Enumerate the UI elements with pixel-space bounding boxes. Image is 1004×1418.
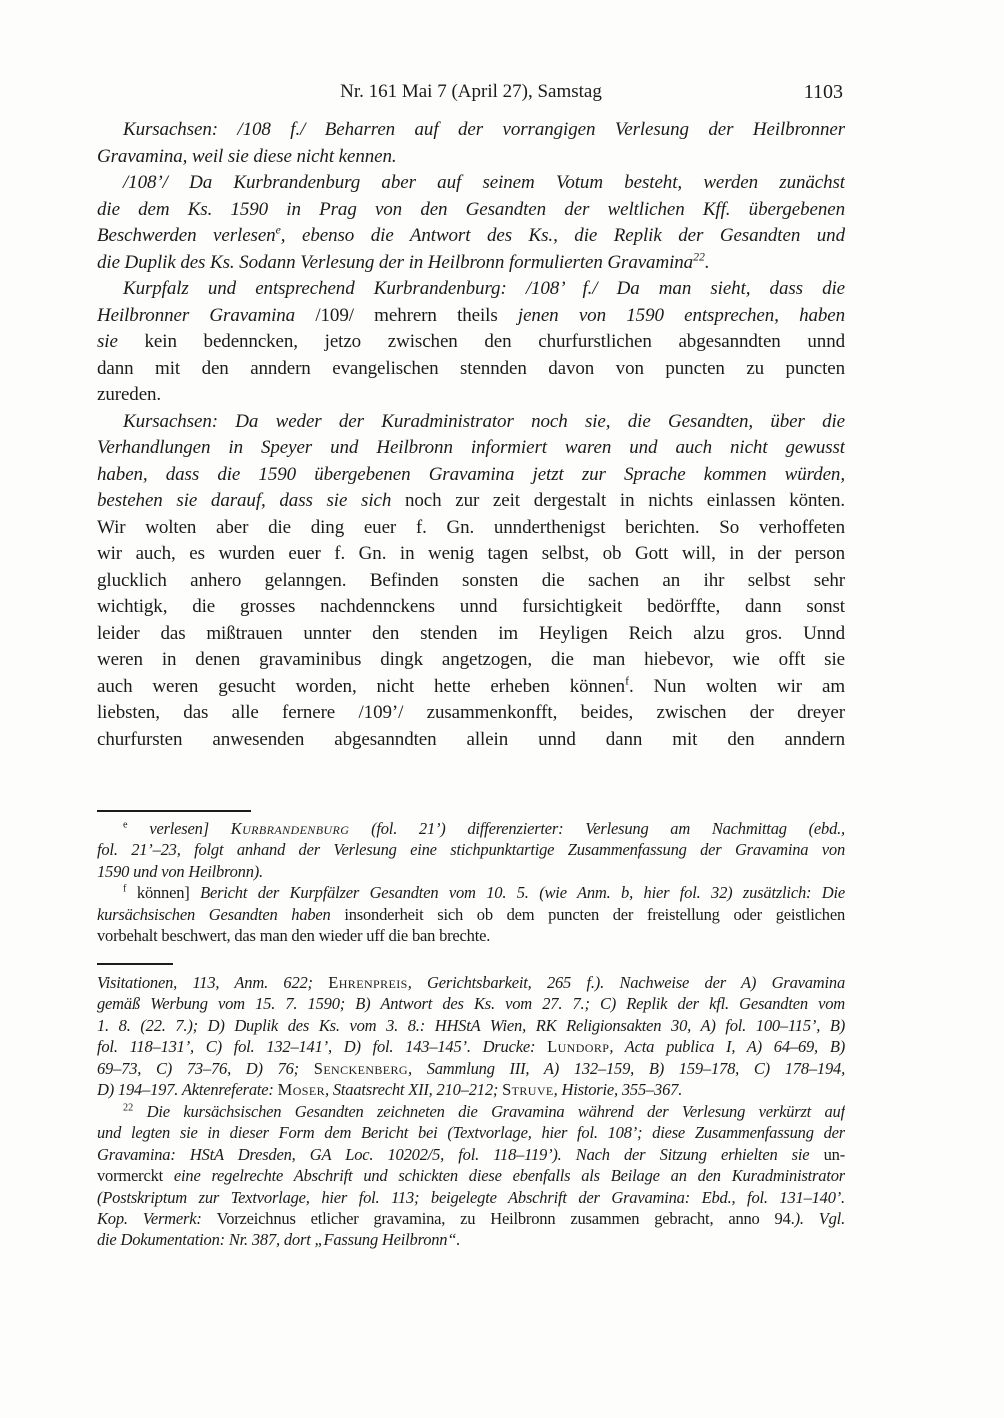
text-line	[97, 303, 845, 330]
paragraph	[97, 117, 845, 170]
text-line	[97, 462, 845, 489]
text-segment: Wir wolten aber die ding euer f. Gn. unnderthenigst berichten. So verhoffeten	[97, 516, 845, 538]
text-segment: Bericht der Kurpfälzer Gesandten vom 10. 5. (wie Anm. b, hier fol. 32) zusätzlich: Die	[200, 883, 845, 903]
text-segment: , Acta publica I, A) 64–69, B)	[609, 1037, 845, 1057]
footnote-f	[97, 882, 845, 946]
text-line	[97, 1058, 845, 1079]
text-segment: (Postskriptum zur Textvorlage, hier fol. 113; beigelegte Abschrift der Gravamina: Ebd., fol. 131–140’.	[97, 1187, 845, 1207]
footnote-continued	[97, 972, 845, 1100]
text-segment: leider das mißtrauen unnter den stenden im Heyligen Reich alzu gros. Unnd	[97, 622, 845, 644]
text-segment: (fol. 21’) differenzierter: Verlesung am Nachmittag (ebd.,	[349, 819, 845, 838]
text-segment: können]	[126, 883, 201, 903]
text-segment: Verhandlungen in Speyer und Heilbronn informiert waren und auch nicht gewusst	[97, 437, 845, 458]
text-line	[97, 409, 845, 436]
superscript-marker: 22	[123, 1102, 134, 1114]
text-line	[97, 647, 845, 674]
text-segment: vorbehalt beschwert, das man den wieder uff die ban brechte.	[97, 925, 491, 945]
superscript-marker: 22	[693, 250, 705, 264]
text-segment: fol. 118–131’, C) fol. 132–141’, D) fol. 143–145’. Drucke:	[97, 1037, 548, 1057]
footnote-continuation-rule	[97, 963, 173, 965]
text-line	[97, 144, 845, 171]
text-segment: kursächsischen Gesandten haben	[97, 904, 345, 924]
text-segment: Moser	[277, 1079, 325, 1099]
text-segment: Senckenberg	[313, 1058, 408, 1078]
running-title: Nr. 161 Mai 7 (April 27), Samstag	[340, 81, 602, 102]
text-segment: Visitationen, 113, Anm. 622;	[97, 973, 329, 992]
text-segment: sie	[97, 331, 145, 352]
body-text	[97, 117, 845, 753]
text-line	[97, 329, 845, 356]
text-line	[97, 621, 845, 648]
text-segment: insonderheit sich ob dem puncten der freistellung oder geistlichen	[344, 904, 845, 924]
text-segment: eine regelrechte Abschrift und schickten diese ebenfalls als Beilage an den Kuradministrator	[173, 1166, 845, 1186]
text-segment: die Duplik des Ks. Sodann Verlesung der in Heilbronn formulierten Gravamina	[97, 251, 694, 273]
text-segment: Kursachsen: /108 f./ Beharren auf der vorrangigen Verlesung der Heilbronner	[123, 119, 845, 140]
text-segment: Lundorp	[547, 1037, 610, 1057]
text-segment: churfursten anwesenden abgesanndten allein unnd dann mit den anndern	[97, 728, 845, 750]
text-line	[97, 925, 845, 946]
text-line	[97, 1229, 845, 1250]
text-line	[97, 972, 845, 993]
text-segment: fol. 21’–23, folgt anhand der Verlesung eine stichpunktartige Zusammenfassung der Gravamina von	[97, 840, 845, 860]
text-line	[97, 1101, 845, 1122]
text-line	[97, 904, 845, 925]
superscript-marker: e	[275, 223, 281, 237]
text-segment: haben, dass die 1590 übergebenen Gravamina jetzt zur Sprache kommen würden,	[97, 463, 845, 485]
text-segment: Gravamina: HStA Dresden, GA Loc. 10202/5, fol. 118–119’). Nach der Sitzung erhielten sie	[97, 1144, 824, 1164]
paragraph	[97, 409, 845, 754]
text-line	[97, 727, 845, 754]
text-line	[97, 382, 845, 409]
page-number: 1103	[803, 81, 843, 103]
text-segment: ). Vgl.	[794, 1208, 845, 1228]
text-line	[97, 1144, 845, 1165]
text-segment: . Nun wolten wir am	[628, 675, 845, 697]
text-segment: gemäß Werbung vom 15. 7. 1590; B) Antwort des Ks. vom 27. 7.; C) Replik der kfl. Gesandten vom	[97, 994, 845, 1014]
text-segment: , Sammlung III, A) 132–159, B) 159–178, C) 178–194,	[408, 1058, 845, 1078]
text-line	[97, 356, 845, 383]
text-segment: kein bedenncken, jetzo zwischen den churfurstlichen abgesanndten unnd	[144, 331, 845, 352]
text-line	[97, 839, 845, 860]
text-segment: bestehen sie darauf, dass sie sich	[97, 490, 405, 511]
text-segment: , Gerichtsbarkeit, 265 f.). Nachweise der A) Gravamina	[407, 973, 845, 992]
text-segment: Die kursächsischen Gesandten zeichneten die Gravamina während der Verlesung verkürzt auf	[133, 1102, 845, 1121]
text-line	[97, 197, 845, 224]
paragraph	[97, 276, 845, 409]
text-segment: Kurbrandenburg	[230, 819, 350, 838]
text-segment: Vorzeichnus etlicher gravamina, zu Heilbronn zusammen gebracht, anno 94.	[216, 1208, 795, 1228]
text-segment: , ebenso die Antwort des Ks., die Replik der Gesandten und	[280, 225, 845, 246]
text-segment: Kursachsen: Da weder der Kuradministrator noch sie, die Gesandten, über die	[123, 410, 845, 432]
text-line	[97, 1122, 845, 1143]
text-segment: wichtigk, die grosses nachdennckens unnd fursichtigkeit bedörffte, dann sonst	[97, 596, 845, 617]
text-segment: Ehrenpreis	[328, 973, 408, 992]
text-line	[97, 541, 845, 568]
text-segment: /109/ mehrern theils	[315, 304, 518, 326]
text-line	[97, 594, 845, 621]
text-line	[97, 993, 845, 1014]
text-line	[97, 674, 845, 701]
text-segment: un-	[823, 1144, 845, 1164]
text-line	[97, 250, 845, 277]
footnote-22	[97, 1101, 845, 1251]
text-line	[97, 1036, 845, 1057]
text-segment: Gravamina, weil sie diese nicht kennen.	[97, 145, 397, 167]
text-line	[97, 1079, 845, 1100]
text-segment: wir auch, es wurden euer f. Gn. in wenig tagen selbst, ob Gott will, in der person	[97, 543, 845, 564]
text-line	[97, 568, 845, 595]
text-segment: dann mit den anndern evangelischen stennden davon von puncten zu puncten	[97, 357, 845, 379]
text-line	[97, 1187, 845, 1208]
text-line	[97, 117, 845, 144]
superscript-marker: e	[123, 819, 128, 831]
text-segment: weren in denen gravaminibus dingk angetzogen, die man hiebevor, wie offt sie	[97, 649, 845, 670]
text-segment: .	[704, 251, 710, 273]
text-line	[97, 882, 845, 903]
text-line	[97, 861, 845, 882]
text-line	[97, 223, 845, 250]
text-segment: verlesen]	[127, 819, 231, 838]
text-line	[97, 700, 845, 727]
text-line	[97, 435, 845, 462]
text-segment: und legten sie in dieser Form dem Bericht bei (Textvorlage, hier fol. 108’; diese Zusammenfassung der	[97, 1123, 845, 1143]
text-segment: Kurpfalz und entsprechend Kurbrandenburg: /108’ f./ Da man sieht, dass die	[123, 278, 845, 299]
paragraph	[97, 170, 845, 276]
text-segment: 1590 und von Heilbronn).	[97, 861, 263, 881]
page-header	[97, 80, 845, 106]
text-segment: Heilbronner Gravamina	[97, 304, 316, 326]
text-line	[97, 276, 845, 303]
text-segment: die dem Ks. 1590 in Prag von den Gesandten der weltlichen Kff. übergebenen	[97, 198, 845, 220]
text-segment: auch weren gesucht worden, nicht hette erheben können	[97, 675, 626, 697]
footnote-separator-rule	[97, 810, 251, 812]
footnote-e	[97, 818, 845, 882]
text-segment: Beschwerden verlesen	[97, 225, 276, 246]
text-segment: , Historie, 355–367.	[553, 1079, 683, 1099]
text-segment: noch zur zeit dergestalt in nichts einlassen könten.	[404, 490, 845, 511]
superscript-marker: f	[625, 674, 629, 688]
text-line	[97, 515, 845, 542]
text-line	[97, 488, 845, 515]
footnotes-alpha	[97, 818, 845, 946]
text-segment: liebsten, das alle fernere /109’/ zusammenkonfft, beides, zwischen der dreyer	[97, 702, 845, 723]
text-segment: 1. 8. (22. 7.); D) Duplik des Ks. vom 3. 8.: HHStA Wien, RK Religionsakten 30, A) fol. 100–115’, B)	[97, 1015, 845, 1035]
text-segment: , Staatsrecht XII, 210–212;	[325, 1079, 503, 1099]
text-segment: Struve	[502, 1079, 554, 1099]
text-segment: /108’/ Da Kurbrandenburg aber auf seinem Votum besteht, werden zunächst	[123, 172, 845, 193]
text-segment: glucklich anhero gelanngen. Befinden sonsten die sachen an ihr selbst sehr	[97, 569, 845, 591]
text-segment: jenen von 1590 entsprechen, haben	[517, 304, 845, 326]
text-segment: die Dokumentation: Nr. 387, dort „Fassung Heilbronn“.	[97, 1230, 461, 1250]
text-line	[97, 1015, 845, 1036]
text-segment: zureden.	[97, 384, 162, 405]
text-line	[97, 818, 845, 839]
text-segment: vormerckt	[97, 1166, 174, 1186]
text-segment: D) 194–197. Aktenreferate:	[97, 1079, 278, 1099]
text-line	[97, 1165, 845, 1186]
text-segment: 69–73, C) 73–76, D) 76;	[97, 1058, 314, 1078]
text-line	[97, 170, 845, 197]
superscript-marker: f	[123, 883, 127, 895]
text-line	[97, 1208, 845, 1229]
text-segment: Kop. Vermerk:	[97, 1208, 217, 1228]
